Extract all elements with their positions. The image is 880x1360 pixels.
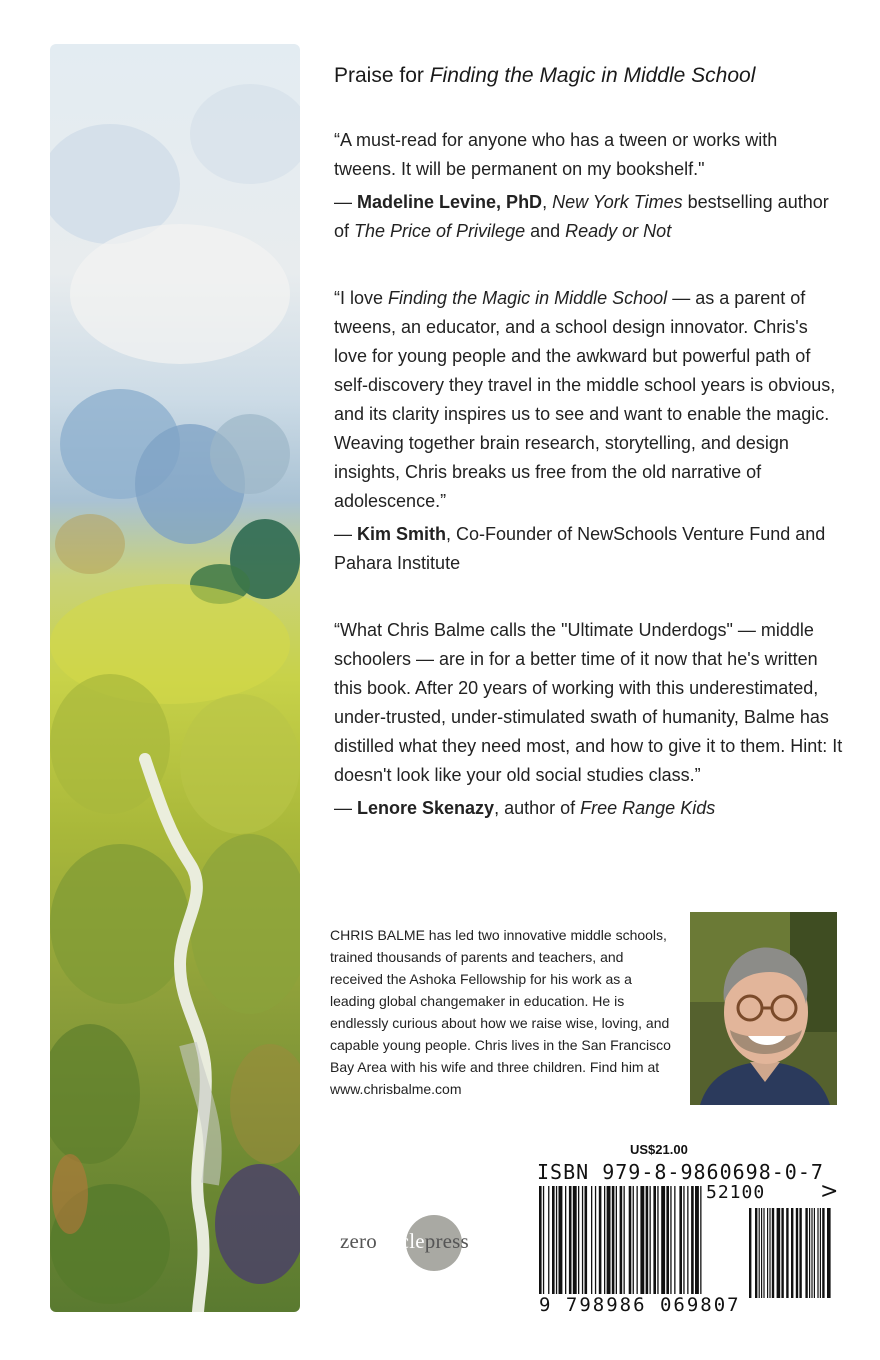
- isbn-barcode: [537, 1186, 832, 1298]
- barcode-bar: [640, 1186, 644, 1294]
- barcode-bar: [604, 1186, 605, 1294]
- quote-attribution: — Madeline Levine, PhD, New York Times bestselling author of The Price of Privilege and Ready or Not: [334, 192, 829, 241]
- barcode-bar: [637, 1186, 638, 1294]
- barcode-addon-bar: [822, 1208, 824, 1298]
- barcode-bar: [691, 1186, 694, 1294]
- author-photo: [690, 912, 837, 1105]
- barcode-bar: [653, 1186, 656, 1294]
- publisher-logo: [340, 1215, 500, 1271]
- barcode-bar: [591, 1186, 592, 1294]
- barcode-bar: [670, 1186, 671, 1294]
- barcode-addon-bar: [767, 1208, 768, 1298]
- barcode-addon-bar: [820, 1208, 821, 1298]
- barcode-bar: [599, 1186, 602, 1294]
- barcode-bar: [595, 1186, 596, 1294]
- barcode-bar: [578, 1186, 579, 1294]
- barcode-bar: [700, 1186, 701, 1294]
- barcode-bar: [687, 1186, 688, 1294]
- barcode-bar: [552, 1186, 555, 1294]
- barcode-bar: [616, 1186, 617, 1294]
- barcode-bar: [624, 1186, 625, 1294]
- barcode-bar: [607, 1186, 611, 1294]
- quote-smith: [334, 284, 844, 578]
- barcode-addon-bar: [781, 1208, 783, 1298]
- barcode-addon-bar: [749, 1208, 751, 1298]
- quote-skenazy: [334, 616, 844, 823]
- price-code: 52100: [706, 1182, 766, 1203]
- barcode-addon-bar: [796, 1208, 798, 1298]
- barcode-bar: [683, 1186, 684, 1294]
- barcode-bar: [657, 1186, 658, 1294]
- barcode-addon-bar: [814, 1208, 815, 1298]
- barcode-bar: [559, 1186, 563, 1294]
- barcode-bar: [585, 1186, 588, 1294]
- barcode-bar: [573, 1186, 577, 1294]
- barcode-bar: [582, 1186, 583, 1294]
- barcode-bar: [539, 1186, 542, 1294]
- barcode-bar: [620, 1186, 623, 1294]
- author-bio: CHRIS BALME has led two innovative middle schools, trained thousands of parents and teachers, and received the Ashoka Fellowship for his work as a leading global changemaker in education. He is endlessly curious about how we raise wise, loving, and capable young people. Chris lives in the San Francisco Bay Area with his wife and three children. Find him at www.chrisbalme.com: [330, 927, 671, 1097]
- barcode-bar: [674, 1186, 675, 1294]
- quote-attribution: — Lenore Skenazy, author of Free Range Kids: [334, 798, 716, 818]
- barcode-addon-bar: [763, 1208, 764, 1298]
- barcode-bar: [666, 1186, 669, 1294]
- barcode-addon-bar: [786, 1208, 788, 1298]
- barcode-bar: [695, 1186, 699, 1294]
- barcode-bar: [646, 1186, 649, 1294]
- barcode-addon-bar: [811, 1208, 812, 1298]
- barcode-addon-bar: [809, 1208, 810, 1298]
- quote-levine: [334, 126, 844, 246]
- barcode-addon-bar: [761, 1208, 762, 1298]
- barcode-addon-bar: [772, 1208, 774, 1298]
- barcode-addon-bar: [755, 1208, 757, 1298]
- barcode-addon-bar: [759, 1208, 760, 1298]
- barcode-addon-bar: [817, 1208, 818, 1298]
- barcode-bar: [650, 1186, 651, 1294]
- barcode-bar: [548, 1186, 549, 1294]
- barcode-arrow: >: [820, 1179, 839, 1204]
- quote-attribution: — Kim Smith, Co-Founder of NewSchools Venture Fund and Pahara Institute: [334, 524, 826, 573]
- barcode-bar: [633, 1186, 634, 1294]
- barcode-bar: [543, 1186, 544, 1294]
- barcode-addon-bar: [805, 1208, 807, 1298]
- barcode-addon-bar: [827, 1208, 831, 1298]
- publisher-name: zerocirclepress: [340, 1229, 469, 1253]
- quote-text: “What Chris Balme calls the "Ultimate Underdogs" — middle schoolers — are in for a better time of it now that he's written this book. After 20 years of working with this underestimated, under-trusted, under-stimulated swath of humanity, Balme has distilled what they need most, and how to give it to them. Hint: It doesn't look like your old social studies class.”: [334, 620, 843, 785]
- price-label: US$21.00: [630, 1142, 688, 1157]
- barcode-addon-bar: [791, 1208, 793, 1298]
- quote-text: “A must-read for anyone who has a tween or works with tweens. It will be permanent on my bookshelf.": [334, 130, 778, 179]
- barcode-addon-bar: [777, 1208, 781, 1298]
- barcode-bar: [565, 1186, 566, 1294]
- barcode-bar: [661, 1186, 665, 1294]
- barcode-addon-bar: [769, 1208, 770, 1298]
- barcode-addon-bar: [799, 1208, 801, 1298]
- barcode-bar: [679, 1186, 682, 1294]
- watercolor-landscape: [50, 44, 300, 1312]
- praise-heading: Praise for Finding the Magic in Middle School: [334, 64, 756, 87]
- barcode-digits: 9 798986 069807: [539, 1294, 741, 1316]
- quote-text: “I love Finding the Magic in Middle School — as a parent of tweens, an educator, and a school design innovator. Chris's love for young people and the awkward but powerful path of self-discovery they travel in the middle school years is obvious, and its clarity inspires us to see and want to enable the magic. Weaving together brain research, storytelling, and design insights, Chris breaks us free from the old narrative of adolescence.”: [334, 288, 836, 511]
- praise-section: [334, 60, 844, 861]
- isbn-label: ISBN 979-8-9860698-0-7: [537, 1160, 824, 1184]
- barcode-bar: [569, 1186, 572, 1294]
- barcode-bar: [556, 1186, 557, 1294]
- barcode-bar: [612, 1186, 615, 1294]
- barcode-bar: [629, 1186, 632, 1294]
